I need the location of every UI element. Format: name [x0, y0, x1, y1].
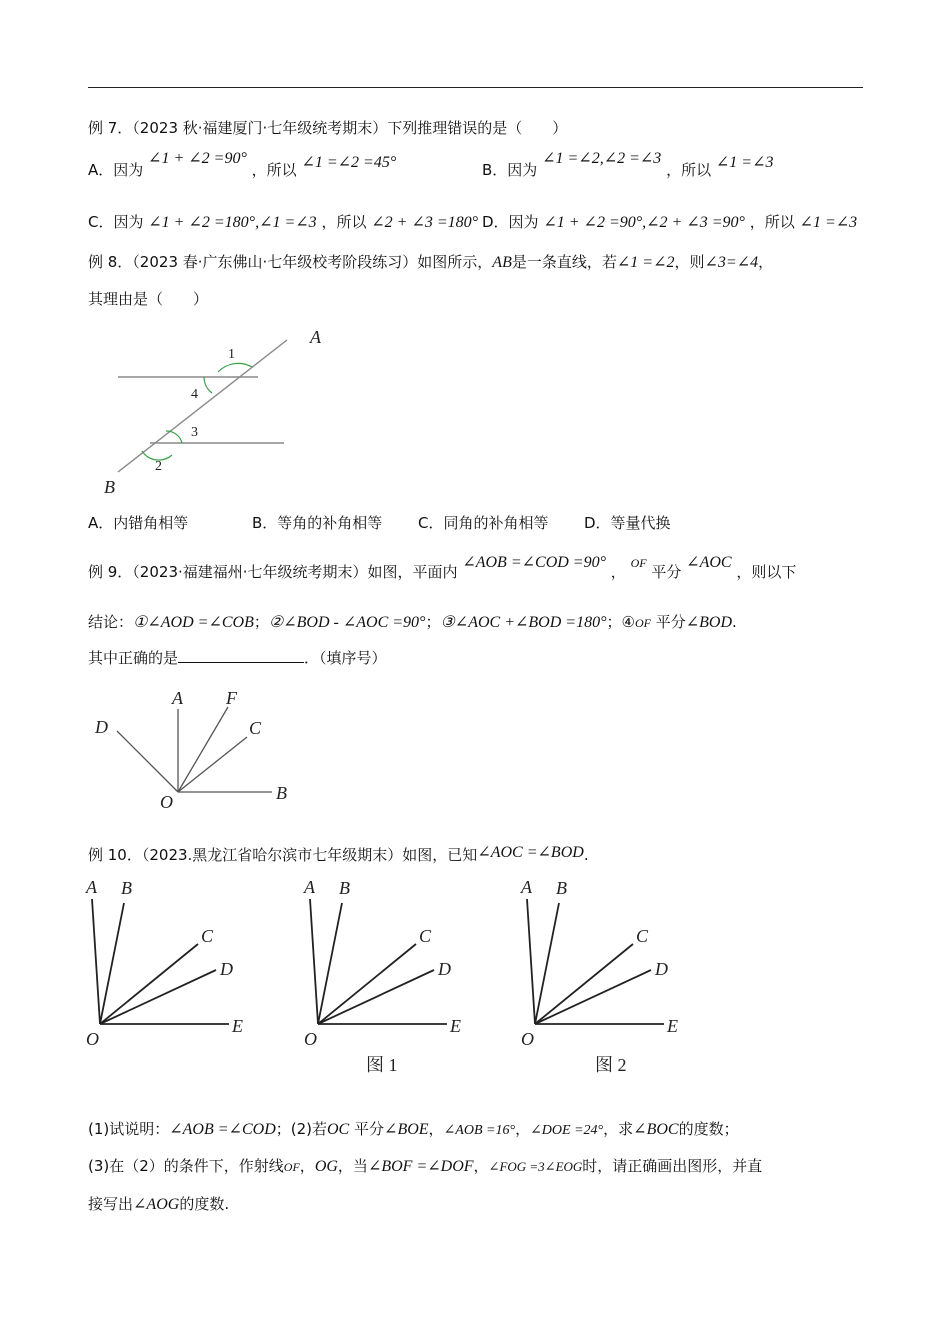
ex7-option-c: C．因为 ∠1 + ∠2 =180°,∠1 =∠3 ，所以 ∠2 + ∠3 =180° — [88, 213, 479, 231]
ex10-figure-main — [85, 877, 243, 1049]
ray-ob — [318, 903, 342, 1024]
label-C: C — [201, 926, 214, 946]
label-B: B — [121, 878, 132, 898]
ex8-label-3: 3 — [191, 425, 198, 440]
label-D: D — [220, 959, 233, 979]
ray-oc — [100, 944, 198, 1024]
label-D: D — [438, 959, 451, 979]
ex10-q3-cont: 接写出∠AOG的度数. — [88, 1195, 230, 1213]
ex8-label-B: B — [104, 477, 115, 497]
ex10-q3: (3)在（2）的条件下，作射线OF，OG，当∠BOF =∠DOF，∠FOG =3∠EOG时，请正确画出图形，并直 — [88, 1157, 763, 1175]
ex7-option-b: B．因为 ∠1 =∠2,∠2 =∠3 ，所以 ∠1 =∠3 — [482, 150, 774, 179]
ex9-label-C: C — [249, 718, 262, 738]
ex10-title: 例 10．（2023.黑龙江省哈尔滨市七年级期末）如图，已知∠AOC =∠BOD. — [88, 844, 589, 864]
ex8-option-a: A．内错角相等 — [88, 514, 189, 532]
label-C: C — [636, 926, 649, 946]
ex9-label-O: O — [160, 792, 173, 812]
label-A: A — [304, 877, 315, 897]
ray-oc — [535, 944, 633, 1024]
label-A: A — [86, 877, 97, 897]
ex10-q1-q2: (1)试说明：∠AOB =∠COD；(2)若OC 平分∠BOE，∠AOB =16°，∠DOE =24°，求∠BOC的度数； — [88, 1120, 739, 1138]
label-E: E — [232, 1016, 243, 1036]
label-B: B — [556, 878, 567, 898]
ex8-label-1: 1 — [228, 347, 235, 362]
caption: 图 2 — [595, 1055, 627, 1075]
label-B: B — [339, 878, 350, 898]
label-O: O — [86, 1029, 99, 1049]
ex9-conclusions: 结论：①∠AOD =∠COB；②∠BOD - ∠AOC =90°；③∠AOC +∠BOD =180°；④OF 平分∠BOD. — [88, 613, 737, 631]
label-O: O — [304, 1029, 317, 1049]
ex9-title: 例 9．（2023·福建福州·七年级统考期末）如图，平面内 ∠AOB =∠COD =90° ， $^{OF}$ 平分 ∠AOC ，则以下 — [88, 554, 797, 581]
label-O: O — [521, 1029, 534, 1049]
ex8-title: 例 8．（2023 春·广东佛山·七年级校考阶段练习）如图所示，AB是一条直线，若∠1 =∠2，则∠3=∠4， — [88, 253, 774, 271]
ex9-label-B: B — [276, 783, 287, 803]
ex10-figure-1 — [303, 877, 461, 1075]
ex8-label-4: 4 — [191, 387, 198, 402]
ex8-option-d: D．等量代换 — [584, 514, 671, 532]
ray-od — [318, 970, 434, 1024]
ray-oa — [527, 899, 535, 1024]
ex10-figure-2 — [520, 877, 678, 1075]
ray-ob — [100, 903, 124, 1024]
label-A: A — [521, 877, 532, 897]
ex7-title: 例 7．（2023 秋·福建厦门·七年级统考期末）下列推理错误的是（ ） — [88, 119, 568, 137]
ex9-label-D: D — [95, 717, 108, 737]
ex9-label-A: A — [172, 688, 183, 708]
ex8-option-c: C．同角的补角相等 — [418, 514, 549, 532]
ray-od — [100, 970, 216, 1024]
ex9-label-F: F — [226, 688, 237, 708]
ray-oa — [310, 899, 318, 1024]
ex8-question: 其理由是（ ） — [88, 290, 209, 308]
ex7-option-d: D．因为 ∠1 + ∠2 =90°,∠2 + ∠3 =90° ，所以 ∠1 =∠3 — [482, 213, 858, 231]
ex7-option-a: A．因为 ∠1 + ∠2 =90° ，所以 ∠1 =∠2 =45° — [88, 150, 397, 179]
label-D: D — [655, 959, 668, 979]
ray-oc — [318, 944, 416, 1024]
ex8-label-A: A — [310, 327, 321, 347]
ex9-question: 其中正确的是 ．（填序号） — [88, 649, 387, 667]
ray-oa — [92, 899, 100, 1024]
label-C: C — [419, 926, 432, 946]
label-E: E — [450, 1016, 461, 1036]
ray-od — [535, 970, 651, 1024]
ex8-label-2: 2 — [155, 459, 162, 474]
ex8-option-b: B．等角的补角相等 — [252, 514, 383, 532]
caption: 图 1 — [366, 1055, 398, 1075]
label-E: E — [667, 1016, 678, 1036]
ray-ob — [535, 903, 559, 1024]
